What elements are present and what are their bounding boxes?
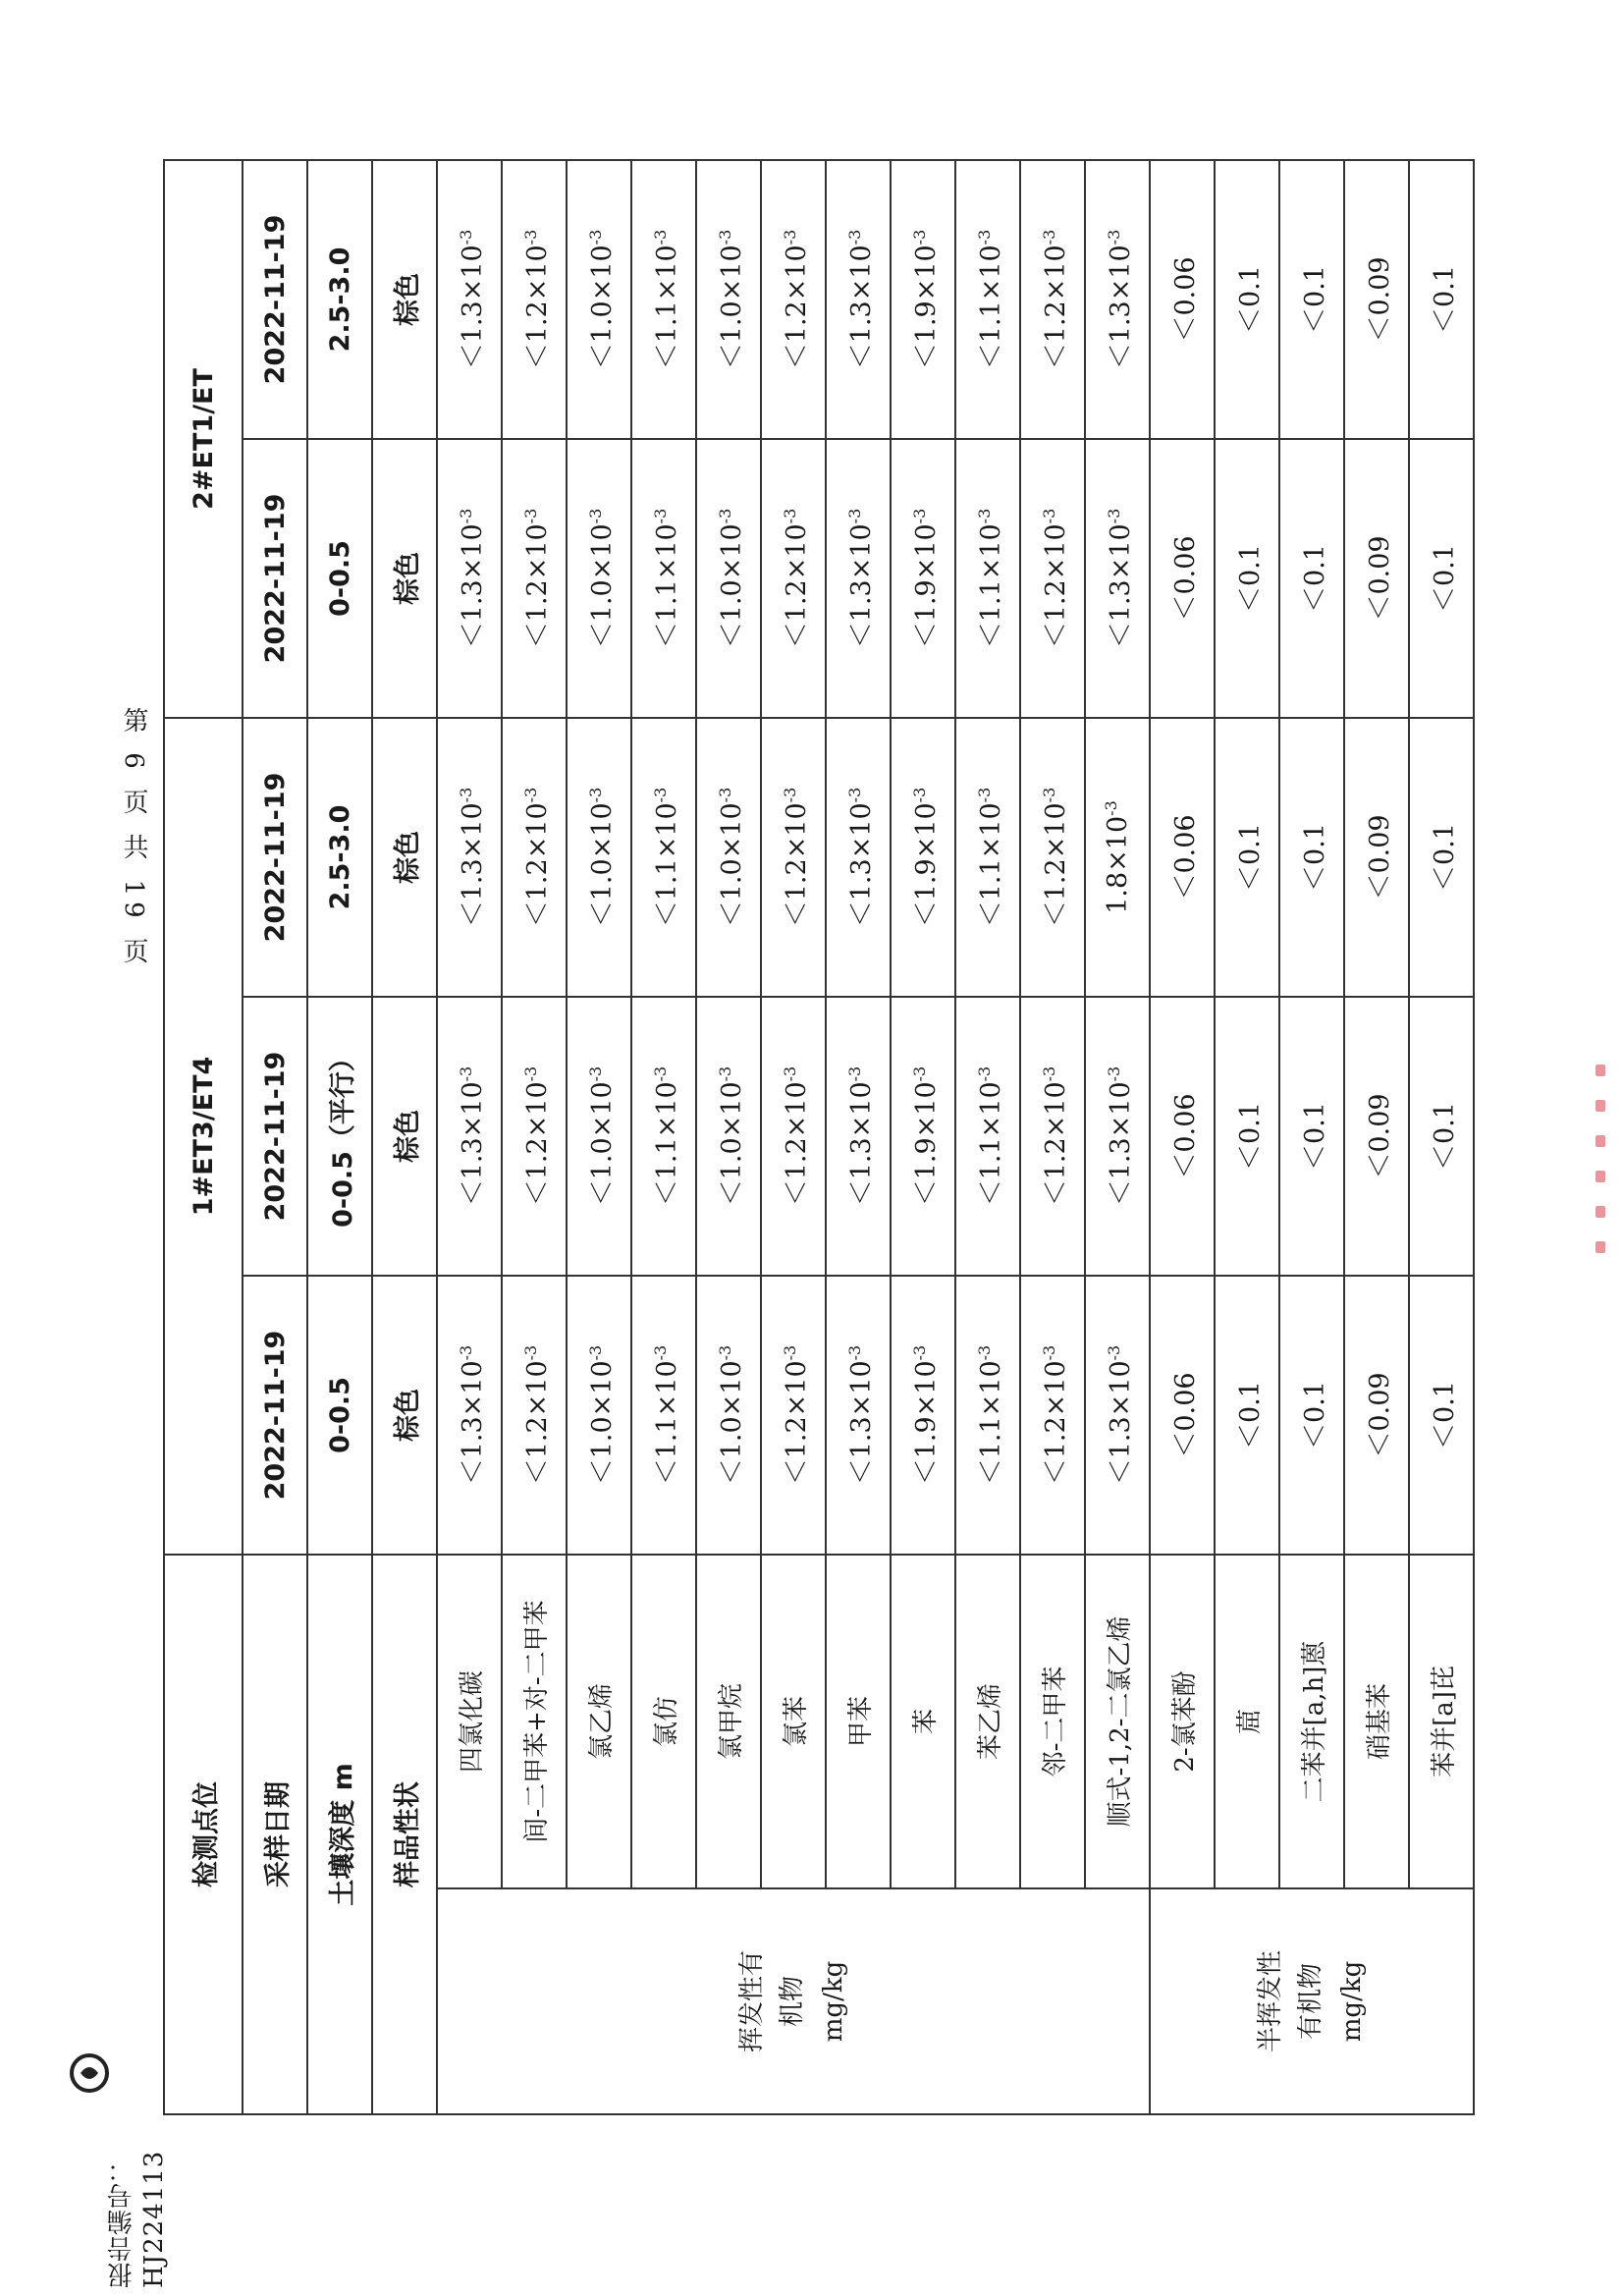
- col-date: 2022-11-19: [243, 1276, 307, 1555]
- value-text: ＜1.1×10: [975, 802, 1006, 928]
- value-exponent: -3: [844, 787, 864, 803]
- result-value: [567, 160, 631, 439]
- result-value: [631, 718, 696, 997]
- report-header: [69, 2052, 169, 2288]
- value-text: ＜1.9×10: [910, 245, 942, 370]
- analyte-name: 苯乙烯: [955, 1555, 1020, 1888]
- group-name-line: 挥发性有: [736, 1950, 767, 2053]
- value-exponent: -3: [650, 229, 670, 246]
- result-value: [1150, 997, 1215, 1276]
- value-text: ＜1.2×10: [521, 523, 553, 649]
- value-text: ＜0.09: [1364, 814, 1395, 901]
- value-exponent: -3: [520, 508, 540, 524]
- value-text: ＜0.1: [1234, 1381, 1266, 1449]
- result-value: [891, 160, 955, 439]
- value-exponent: -3: [456, 787, 475, 803]
- value-exponent: -3: [844, 508, 864, 524]
- result-value: [955, 997, 1020, 1276]
- value-exponent: -3: [1104, 1344, 1123, 1361]
- result-value: [955, 160, 1020, 439]
- value-text: ＜1.3×10: [845, 523, 877, 649]
- value-exponent: -3: [520, 787, 540, 803]
- value-exponent: -3: [715, 1344, 734, 1361]
- value-text: ＜0.06: [1169, 535, 1201, 622]
- value-text: ＜1.2×10: [521, 245, 553, 370]
- value-text: ＜1.9×10: [910, 1360, 942, 1486]
- col-property: 棕色: [372, 439, 437, 718]
- value-exponent: -3: [1039, 229, 1058, 246]
- result-value: [1409, 160, 1474, 439]
- value-exponent: -3: [456, 508, 475, 524]
- group-name-line: 有机物: [1296, 1963, 1326, 2041]
- result-value: [696, 439, 761, 718]
- value-exponent: -3: [909, 1344, 929, 1361]
- value-text: ＜1.2×10: [521, 1081, 553, 1207]
- value-text: ＜0.06: [1169, 1372, 1201, 1458]
- analyte-name: 甲苯: [826, 1555, 891, 1888]
- value-text: ＜1.2×10: [781, 1360, 812, 1486]
- result-value: [955, 1276, 1020, 1555]
- value-text: ＜1.0×10: [586, 1360, 618, 1486]
- col-depth: 2.5-3.0: [307, 718, 372, 997]
- value-text: ＜0.1: [1234, 1102, 1266, 1171]
- value-text: ＜1.0×10: [586, 802, 618, 928]
- result-value: [567, 997, 631, 1276]
- result-value: [631, 439, 696, 718]
- value-exponent: -3: [844, 1344, 864, 1361]
- result-value: [1344, 718, 1409, 997]
- page-number: 第 6 页 共 19 页: [119, 707, 148, 969]
- label-date: 采样日期: [243, 1555, 307, 2114]
- value-text: ＜0.1: [1429, 1381, 1460, 1449]
- value-exponent: -3: [909, 508, 929, 524]
- result-value: [1409, 997, 1474, 1276]
- result-value: [437, 997, 502, 1276]
- value-exponent: -3: [650, 1066, 670, 1082]
- analyte-name: 䓛: [1215, 1555, 1279, 1888]
- value-exponent: -3: [909, 1066, 929, 1082]
- value-text: ＜1.0×10: [586, 523, 618, 649]
- analyte-name: 四氯化碳: [437, 1555, 502, 1888]
- group-name: [1150, 1888, 1474, 2114]
- value-exponent: -3: [974, 1344, 994, 1361]
- value-text: ＜0.1: [1429, 265, 1460, 334]
- result-value: [1150, 1276, 1215, 1555]
- value-exponent: -3: [909, 787, 929, 803]
- value-exponent: -3: [1102, 800, 1120, 816]
- result-value: [955, 439, 1020, 718]
- value-text: ＜1.3×10: [845, 802, 877, 928]
- value-exponent: -3: [1039, 1066, 1058, 1082]
- value-text: ＜0.06: [1169, 256, 1201, 343]
- col-depth: 0-0.5: [307, 1276, 372, 1555]
- result-value: [891, 439, 955, 718]
- result-value: [1279, 1276, 1344, 1555]
- value-text: ＜1.2×10: [521, 802, 553, 928]
- value-text: ＜1.0×10: [716, 523, 747, 649]
- value-exponent: -3: [844, 229, 864, 246]
- value-text: ＜0.1: [1234, 265, 1266, 334]
- result-value: [502, 997, 567, 1276]
- value-exponent: -3: [520, 229, 540, 246]
- value-exponent: -3: [1104, 229, 1123, 246]
- value-exponent: -3: [456, 1066, 475, 1082]
- value-text: ＜1.1×10: [975, 245, 1006, 370]
- result-value: [631, 160, 696, 439]
- value-exponent: -3: [585, 787, 605, 803]
- analyte-name: 氯苯: [761, 1555, 826, 1888]
- value-text: ＜1.2×10: [781, 245, 812, 370]
- value-exponent: -3: [780, 787, 799, 803]
- result-value: [1020, 439, 1085, 718]
- value-text: ＜1.1×10: [651, 802, 682, 928]
- value-exponent: -3: [520, 1066, 540, 1082]
- value-text: ＜0.09: [1364, 256, 1395, 343]
- value-text: ＜1.2×10: [781, 1081, 812, 1207]
- site-2: 2#ET1/ET: [164, 160, 243, 718]
- value-exponent: -3: [520, 1344, 540, 1361]
- value-exponent: -3: [715, 787, 734, 803]
- value-text: ＜1.1×10: [651, 1360, 682, 1486]
- result-value: [696, 997, 761, 1276]
- group-name-line: mg/kg: [1336, 1960, 1367, 2043]
- result-value: [1279, 439, 1344, 718]
- analyte-name: 氯甲烷: [696, 1555, 761, 1888]
- value-exponent: -3: [585, 508, 605, 524]
- value-text: ＜1.2×10: [781, 802, 812, 928]
- results-table-wrapper: [163, 161, 1460, 2115]
- result-value: [502, 718, 567, 997]
- value-text: ＜0.09: [1364, 1093, 1395, 1179]
- value-exponent: -3: [780, 1344, 799, 1361]
- analyte-name: 硝基苯: [1344, 1555, 1409, 1888]
- result-value: [1085, 1276, 1150, 1555]
- value-text: ＜1.2×10: [1040, 1360, 1071, 1486]
- result-value: [1344, 439, 1409, 718]
- value-text: ＜1.0×10: [716, 1360, 747, 1486]
- result-value: [1085, 439, 1150, 718]
- col-depth: 2.5-3.0: [307, 160, 372, 439]
- value-text: ＜1.3×10: [1105, 1360, 1136, 1486]
- value-exponent: -3: [974, 787, 994, 803]
- result-value: [1409, 439, 1474, 718]
- value-text: ＜1.3×10: [845, 1360, 877, 1486]
- value-text: ＜1.1×10: [975, 1360, 1006, 1486]
- analyte-name: 2-氯苯酚: [1150, 1555, 1215, 1888]
- analyte-name: 苯: [891, 1555, 955, 1888]
- value-text: ＜1.3×10: [1105, 523, 1136, 649]
- value-text: ＜1.1×10: [651, 523, 682, 649]
- site-1: 1#ET3/ET4: [164, 718, 243, 1555]
- result-value: [891, 718, 955, 997]
- col-property: 棕色: [372, 997, 437, 1276]
- result-value: [1215, 718, 1279, 997]
- result-value: [567, 718, 631, 997]
- result-value: [761, 1276, 826, 1555]
- result-value: [1279, 718, 1344, 997]
- company-logo: [69, 2052, 110, 2094]
- value-exponent: -3: [650, 1344, 670, 1361]
- result-value: [1344, 160, 1409, 439]
- result-value: [696, 718, 761, 997]
- result-value: [567, 439, 631, 718]
- result-value: [502, 160, 567, 439]
- analyte-name: 氯乙烯: [567, 1555, 631, 1888]
- value-text: ＜1.3×10: [457, 802, 488, 928]
- label-depth: 土壤深度 m: [307, 1555, 372, 2114]
- analyte-name: 顺式-1,2-二氯乙烯: [1085, 1555, 1150, 1888]
- value-exponent: -3: [456, 229, 475, 246]
- result-value: [1215, 160, 1279, 439]
- analyte-name: 邻-二甲苯: [1020, 1555, 1085, 1888]
- value-text: ＜0.1: [1429, 1102, 1460, 1171]
- analyte-name: 间-二甲苯+对-二甲苯: [502, 1555, 567, 1888]
- value-text: ＜1.3×10: [457, 1081, 488, 1207]
- value-text: ＜1.2×10: [1040, 245, 1071, 370]
- value-exponent: -3: [909, 229, 929, 246]
- value-text: ＜0.1: [1234, 544, 1266, 613]
- result-value: [1085, 160, 1150, 439]
- result-value: [826, 1276, 891, 1555]
- result-value: [1409, 1276, 1474, 1555]
- value-exponent: -3: [780, 1066, 799, 1082]
- result-value: [1215, 439, 1279, 718]
- result-value: [1020, 997, 1085, 1276]
- group-name-line: 半挥发性: [1255, 1950, 1285, 2053]
- result-value: [437, 160, 502, 439]
- value-text: ＜1.2×10: [1040, 1081, 1071, 1207]
- value-text: 1.8×10: [1103, 815, 1133, 914]
- value-text: ＜1.3×10: [845, 245, 877, 370]
- value-text: ＜0.1: [1299, 1102, 1330, 1171]
- col-property: 棕色: [372, 1276, 437, 1555]
- value-exponent: -3: [780, 508, 799, 524]
- analyte-name: 苯并[a]芘: [1409, 1555, 1474, 1888]
- value-text: ＜0.1: [1429, 544, 1460, 613]
- result-value: [891, 997, 955, 1276]
- value-exponent: -3: [1039, 1344, 1058, 1361]
- value-text: ＜1.1×10: [651, 1081, 682, 1207]
- report-number: 报告编号：HJ224113: [107, 2150, 169, 2288]
- result-value: [826, 997, 891, 1276]
- value-text: ＜1.2×10: [1040, 802, 1071, 928]
- value-exponent: -3: [650, 508, 670, 524]
- result-value: [631, 1276, 696, 1555]
- result-value: [696, 1276, 761, 1555]
- value-exponent: -3: [780, 229, 799, 246]
- col-date: 2022-11-19: [243, 997, 307, 1276]
- value-text: ＜0.1: [1299, 265, 1330, 334]
- value-text: ＜0.1: [1429, 823, 1460, 892]
- value-exponent: -3: [456, 1344, 475, 1361]
- col-date: 2022-11-19: [243, 439, 307, 718]
- col-depth: 0-0.5（平行）: [307, 997, 372, 1276]
- result-value: [1150, 439, 1215, 718]
- result-value: [1409, 718, 1474, 997]
- result-value: [1085, 997, 1150, 1276]
- value-exponent: -3: [715, 508, 734, 524]
- value-text: ＜1.9×10: [910, 1081, 942, 1207]
- result-value: [567, 1276, 631, 1555]
- value-text: ＜1.1×10: [975, 523, 1006, 649]
- value-exponent: -3: [585, 1066, 605, 1082]
- result-value: [1215, 997, 1279, 1276]
- value-text: ＜1.1×10: [975, 1081, 1006, 1207]
- value-text: ＜0.1: [1234, 823, 1266, 892]
- analyte-name: 二苯并[a,h]蒽: [1279, 1555, 1344, 1888]
- result-value: [437, 439, 502, 718]
- value-text: ＜1.3×10: [457, 245, 488, 370]
- result-value: [1215, 1276, 1279, 1555]
- result-value: [761, 439, 826, 718]
- red-stamp-mark: [1596, 1041, 1613, 1375]
- value-exponent: -3: [844, 1066, 864, 1082]
- value-text: ＜1.0×10: [716, 802, 747, 928]
- result-value: [1150, 718, 1215, 997]
- result-value: [696, 160, 761, 439]
- results-table: [163, 159, 1475, 2115]
- result-value: [631, 997, 696, 1276]
- result-value: [1020, 718, 1085, 997]
- value-exponent: -3: [715, 1066, 734, 1082]
- value-text: ＜1.3×10: [1105, 1081, 1136, 1207]
- col-property: 棕色: [372, 160, 437, 439]
- col-depth: 0-0.5: [307, 439, 372, 718]
- value-text: ＜1.3×10: [1105, 245, 1136, 370]
- value-text: ＜1.3×10: [457, 1360, 488, 1486]
- value-exponent: -3: [974, 508, 994, 524]
- value-text: ＜1.3×10: [457, 523, 488, 649]
- value-text: ＜1.0×10: [716, 245, 747, 370]
- value-text: ＜1.1×10: [651, 245, 682, 370]
- result-value: [891, 1276, 955, 1555]
- result-value: [1344, 997, 1409, 1276]
- result-value: [761, 160, 826, 439]
- result-value: [1020, 1276, 1085, 1555]
- value-exponent: -3: [974, 1066, 994, 1082]
- result-value: [826, 439, 891, 718]
- label-property: 样品性状: [372, 1555, 437, 2114]
- col-property: 棕色: [372, 718, 437, 997]
- result-value: [1344, 1276, 1409, 1555]
- label-point: 检测点位: [164, 1555, 243, 2114]
- value-text: ＜1.2×10: [781, 523, 812, 649]
- result-value: [1279, 997, 1344, 1276]
- result-value: [826, 160, 891, 439]
- value-exponent: -3: [650, 787, 670, 803]
- value-text: ＜1.0×10: [586, 245, 618, 370]
- group-name: [437, 1888, 1150, 2114]
- value-exponent: -3: [1039, 508, 1058, 524]
- col-date: 2022-11-19: [243, 160, 307, 439]
- group-name-line: 机物: [778, 1976, 808, 2028]
- result-value: [502, 439, 567, 718]
- result-value: [437, 1276, 502, 1555]
- value-exponent: -3: [1104, 508, 1123, 524]
- value-text: ＜1.2×10: [1040, 523, 1071, 649]
- value-text: ＜1.2×10: [521, 1360, 553, 1486]
- result-value: [1085, 718, 1150, 997]
- result-value: [761, 997, 826, 1276]
- value-text: ＜0.1: [1299, 544, 1330, 613]
- col-date: 2022-11-19: [243, 718, 307, 997]
- result-value: [826, 718, 891, 997]
- value-text: ＜0.06: [1169, 1093, 1201, 1179]
- value-exponent: -3: [1104, 1066, 1123, 1082]
- value-exponent: -3: [585, 1344, 605, 1361]
- value-text: ＜0.09: [1364, 535, 1395, 622]
- value-text: ＜1.9×10: [910, 523, 942, 649]
- value-text: ＜0.09: [1364, 1372, 1395, 1458]
- value-text: ＜0.1: [1299, 823, 1330, 892]
- value-text: ＜1.0×10: [586, 1081, 618, 1207]
- group-name-line: mg/kg: [818, 1960, 848, 2043]
- result-value: [1020, 160, 1085, 439]
- value-exponent: -3: [974, 229, 994, 246]
- result-value: [955, 718, 1020, 997]
- value-text: ＜0.1: [1299, 1381, 1330, 1449]
- value-exponent: -3: [1039, 787, 1058, 803]
- value-exponent: -3: [715, 229, 734, 246]
- result-value: [502, 1276, 567, 1555]
- result-value: [1279, 160, 1344, 439]
- value-exponent: -3: [585, 229, 605, 246]
- value-text: ＜1.0×10: [716, 1081, 747, 1207]
- result-value: [437, 718, 502, 997]
- analyte-name: 氯仿: [631, 1555, 696, 1888]
- result-value: [761, 718, 826, 997]
- result-value: [1150, 160, 1215, 439]
- value-text: ＜1.9×10: [910, 802, 942, 928]
- value-text: ＜1.3×10: [845, 1081, 877, 1207]
- value-text: ＜0.06: [1169, 814, 1201, 901]
